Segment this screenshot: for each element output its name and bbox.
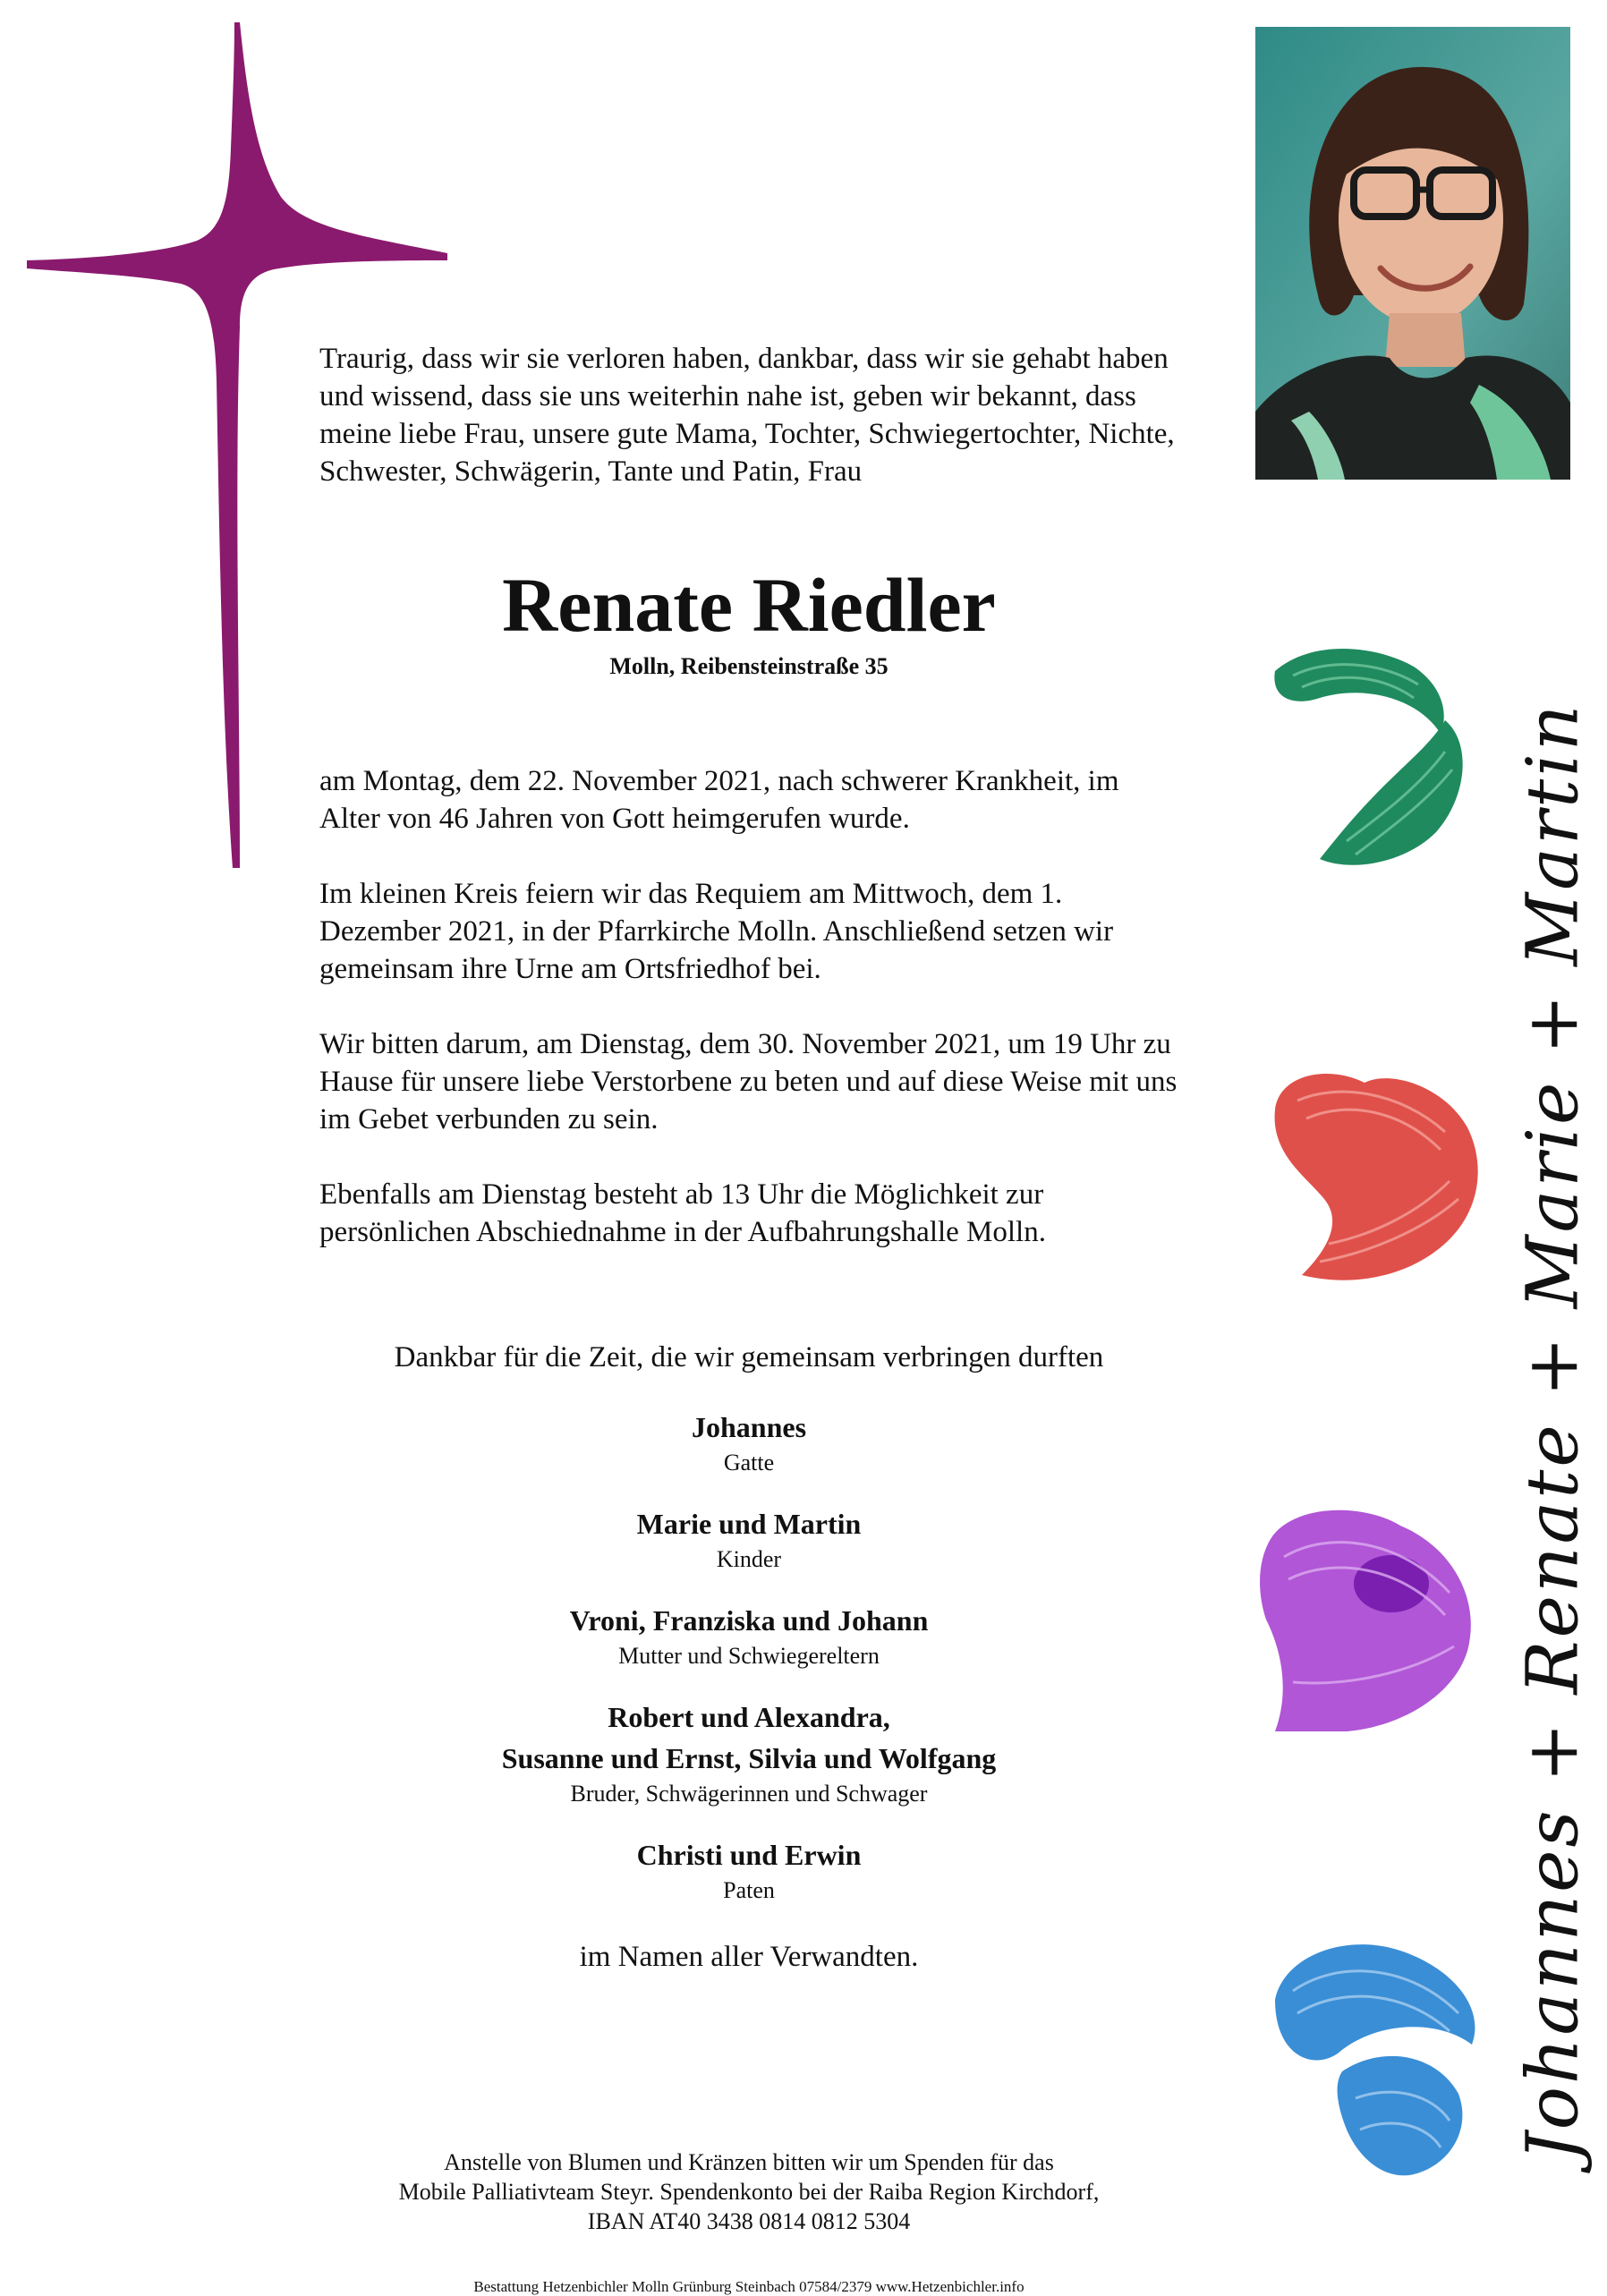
donation-line: Anstelle von Blumen und Kränzen bitten wir um Spenden für das <box>444 2149 1054 2175</box>
mourner-names: Vroni, Franziska und Johann <box>569 1604 929 1637</box>
mourner-names: Johannes <box>691 1411 807 1443</box>
mourner-names: Robert und Alexandra, <box>608 1701 890 1733</box>
prayer-text: Wir bitten darum, am Dienstag, dem 30. November 2021, um 19 Uhr zu Hause für unsere liebe Verstorbene zu beten und auf diese Weise mit uns im Gebet verbunden zu sein. <box>319 1028 1178 1135</box>
fingerprint-heart-blue <box>1257 1937 1490 2179</box>
mourner-relation: Paten <box>723 1877 775 1903</box>
deceased-address: Molln, Reibensteinstraße 35 <box>609 653 889 679</box>
intro-text: Traurig, dass wir sie verloren haben, dankbar, dass wir sie gehabt haben und wissend, dass sie uns weiterhin nahe ist, geben wir bekannt, dass meine liebe Frau, unsere gute Mama, Tochter, Schwiegertochter, Nichte, Schwester, Schwägerin, Tante und Patin, Frau <box>319 343 1175 488</box>
portrait-photo <box>1255 27 1570 480</box>
mourner-entry <box>319 1834 1178 1906</box>
mourner-relation: Kinder <box>716 1546 782 1572</box>
mourner-relation: Mutter und Schwiegereltern <box>618 1643 880 1669</box>
mourners-section <box>319 1339 1178 1976</box>
mourner-names: Susanne und Ernst, Silvia und Wolfgang <box>501 1742 997 1774</box>
thanks-line: Dankbar für die Zeit, die wir gemeinsam verbringen durften <box>394 1341 1104 1373</box>
relatives-line: im Namen aller Verwandten. <box>579 1941 919 1973</box>
requiem-text: Im kleinen Kreis feiern wir das Requiem am Mittwoch, dem 1. Dezember 2021, in der Pfarrkirche Molln. Anschließend setzen wir gemeinsam ihre Urne am Ortsfriedhof bei. <box>319 878 1114 985</box>
funeral-home-footer: Bestattung Hetzenbichler Molln Grünburg Steinbach 07584/2379 www.Hetzenbichler.info <box>473 2278 1025 2295</box>
donation-iban: IBAN AT40 3438 0814 0812 5304 <box>587 2208 911 2234</box>
mourner-entry <box>319 1600 1178 1671</box>
mourner-relation: Bruder, Schwägerinnen und Schwager <box>570 1781 928 1807</box>
donation-line: Mobile Palliativteam Steyr. Spendenkonto bei der Raiba Region Kirchdorf, <box>398 2179 1100 2205</box>
deceased-name: Renate Riedler <box>502 562 996 648</box>
farewell-text: Ebenfalls am Dienstag besteht ab 13 Uhr die Möglichkeit zur persönlichen Abschiednahme in der Aufbahrungshalle Molln. <box>319 1178 1046 1248</box>
vertical-family-names <box>1503 591 1602 2273</box>
fingerprint-heart-purple <box>1257 1503 1490 1745</box>
mourner-entry <box>319 1407 1178 1478</box>
mourner-entry <box>319 1696 1178 1809</box>
vertical-family-names-text: Johannes + Renate + Marie + Martin <box>1510 702 1594 2162</box>
mourner-entry <box>319 1503 1178 1575</box>
mourner-names: Christi und Erwin <box>636 1839 862 1871</box>
donation-note <box>319 2147 1178 2236</box>
mourner-relation: Gatte <box>723 1450 775 1475</box>
obituary-content <box>319 340 1178 1976</box>
death-notice-text: am Montag, dem 22. November 2021, nach schwerer Krankheit, im Alter von 46 Jahren von Gott heimgerufen wurde. <box>319 765 1119 835</box>
fingerprint-heart-red <box>1257 1065 1490 1306</box>
fingerprint-heart-green <box>1257 635 1490 877</box>
mourner-names: Marie und Martin <box>636 1508 862 1540</box>
